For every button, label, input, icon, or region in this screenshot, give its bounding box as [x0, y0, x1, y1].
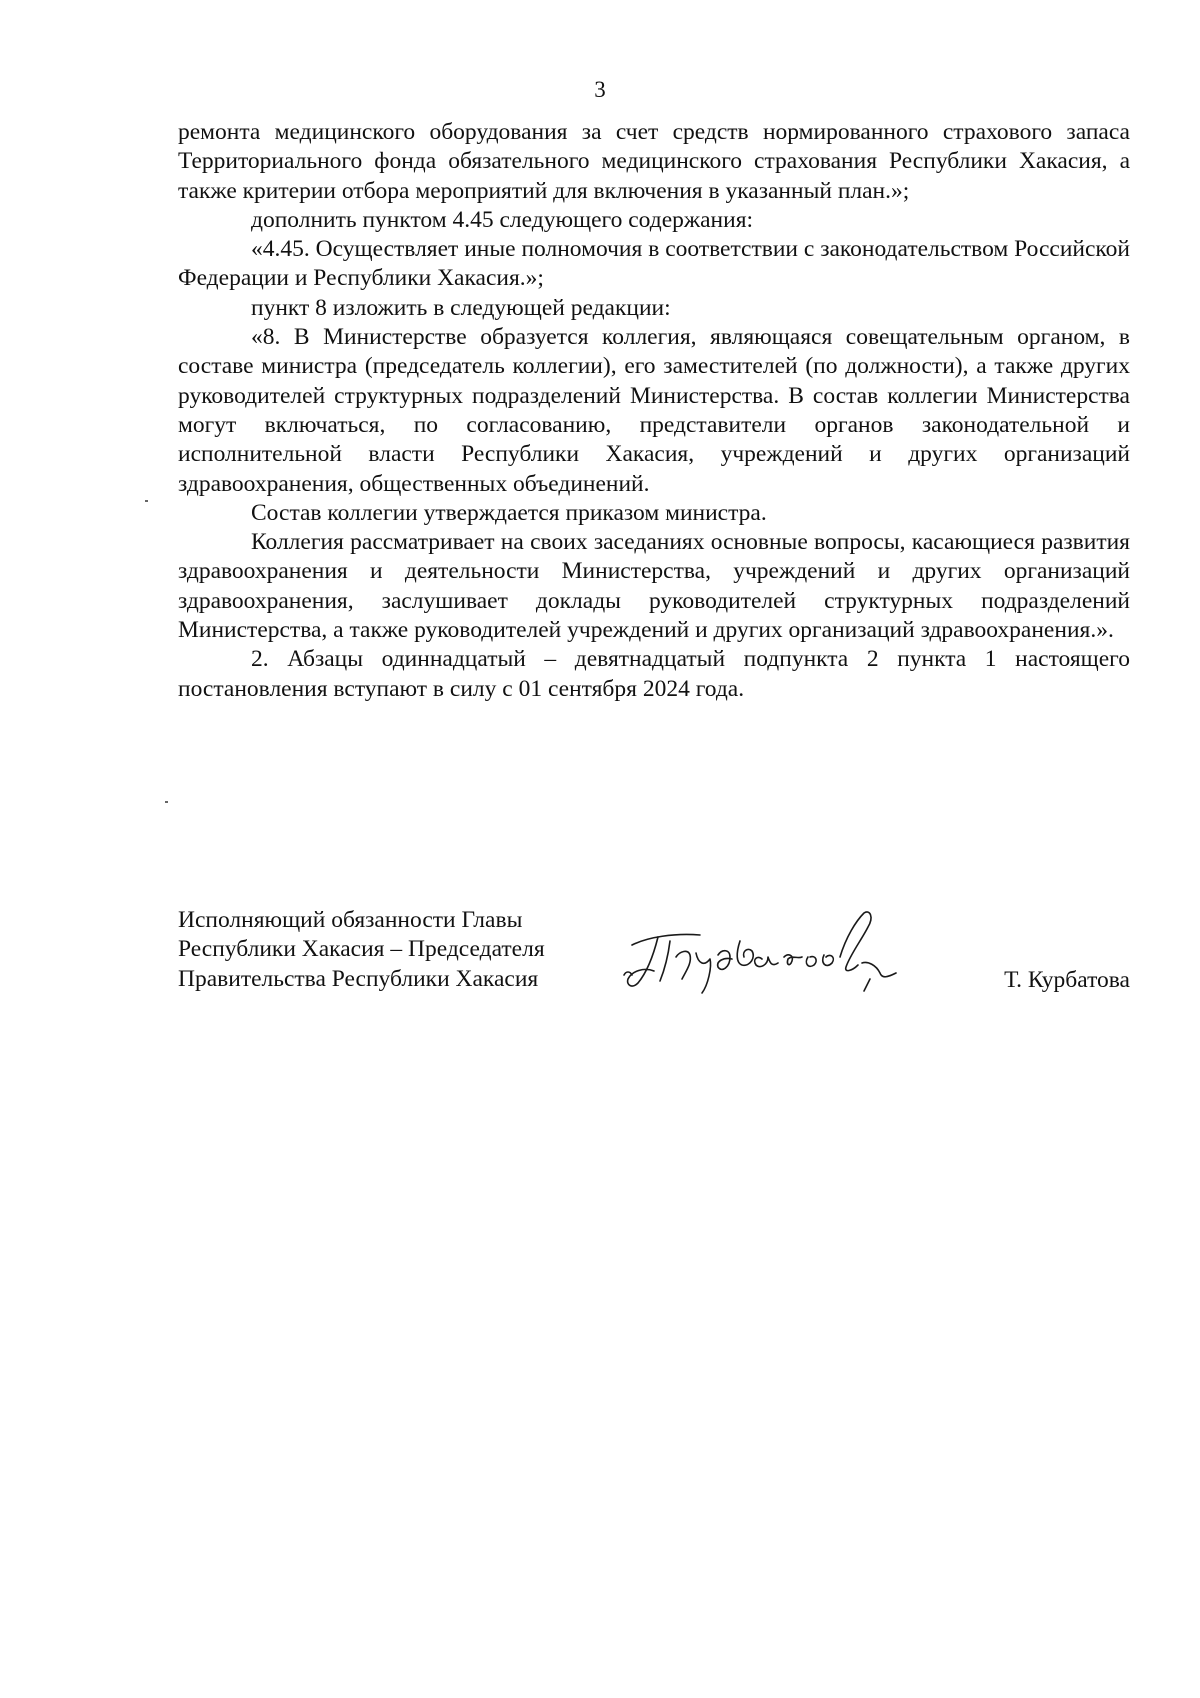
scan-speck [145, 500, 148, 502]
paragraph-board-composition: Состав коллегии утверждается приказом министра. [251, 499, 767, 526]
signer-title [178, 906, 545, 994]
paragraph-amend-item-8: пункт 8 изложить в следующей редакции: [251, 294, 671, 321]
signer-title-line: Правительства Республики Хакасия [178, 965, 539, 992]
signer-title-line: Республики Хакасия – Председателя [178, 936, 545, 963]
paragraph-board-duties: Коллегия рассматривает на своих заседаниях основные вопросы, касающиеся развития здравоохранения и деятельности Министерства, учреждений и других организаций здравоохранения, заслушивает доклады руководителей структурных подразделений Министерства, а также руководителей учреждений и других организаций здравоохранения.». [178, 529, 1130, 644]
paragraph-continuation: ремонта медицинского оборудования за счет средств нормированного страхового запаса Территориального фонда обязательного медицинского страхования Республики Хакасия, а также критерии отбора мероприятий для включения в указанный план.»; [178, 119, 1130, 204]
signer-name: Т. Курбатова [1004, 967, 1130, 993]
page-number: 3 [594, 77, 606, 102]
paragraph-effective-date: 2. Абзацы одиннадцатый – девятнадцатый подпункта 2 пункта 1 настоящего постановления вступают в силу с 01 сентября 2024 года. [178, 646, 1130, 702]
paragraph-amend-4-45: дополнить пунктом 4.45 следующего содержания: [251, 206, 754, 233]
handwritten-signature-icon [618, 901, 918, 1001]
paragraph-item-8: «8. В Министерстве образуется коллегия, являющаяся совещательным органом, в составе министра (председатель коллегии), его заместителей (по должности), а также других руководителей структурных подразделений Министерства. В состав коллегии Министерства могут включаться, по согласованию, представители органов законодательной и исполнительной власти Республики Хакасия, учреждений и других организаций здравоохранения, общественных объединений. [178, 324, 1130, 497]
scan-speck [165, 801, 168, 803]
paragraph-item-4-45: «4.45. Осуществляет иные полномочия в соответствии с законодательством Российской Федерации и Республики Хакасия.»; [178, 236, 1130, 292]
signer-title-line: Исполняющий обязанности Главы [178, 907, 523, 933]
document-body [178, 118, 1130, 704]
signature-block [178, 906, 1130, 1016]
